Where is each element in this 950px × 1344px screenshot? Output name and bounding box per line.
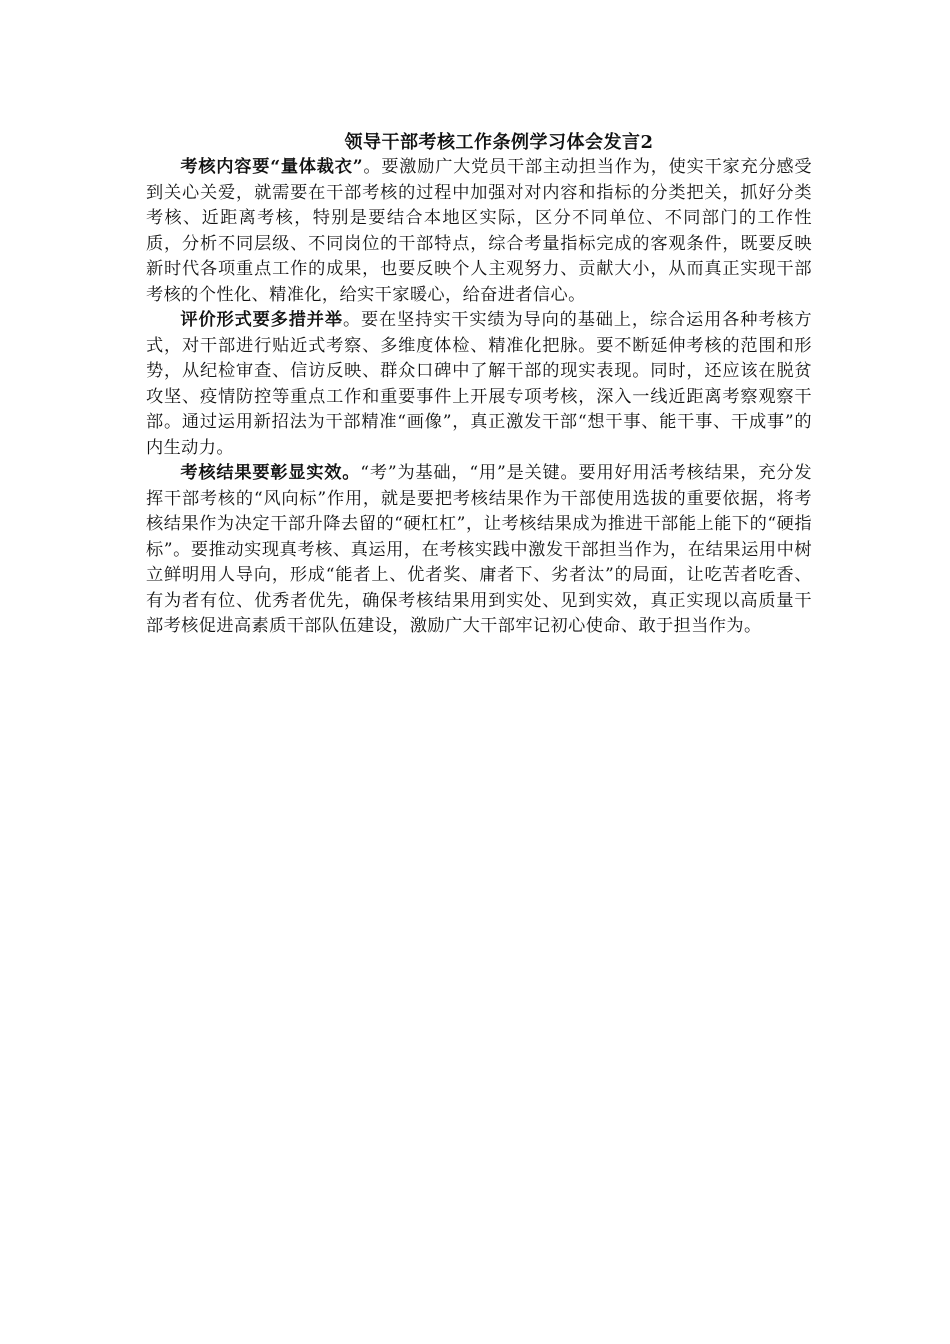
paragraph-2-text: 。要在坚持实干实绩为导向的基础上，综合运用各种考核方式，对干部进行贴近式考察、多维度体检、精准化把脉。要不断延伸考核的范围和形势，从纪检审查、信访反映、群众口碑中了解干部的现实表现。同时，还应该在脱贫攻坚、疫情防控等重点工作和重要事件上开展专项考核，深入一线近距离考察观察干部。通过运用新招法为干部精准“画像”，真正激发干部“想干事、能干事、干成事”的内生动力。 — [146, 310, 813, 458]
paragraph-3-heading: 考核结果要彰显实效。 — [180, 463, 361, 483]
paragraph-1-heading: 考核内容要“量体裁衣” — [180, 157, 363, 177]
paragraph-2-heading: 评价形式要多措并举 — [180, 310, 343, 330]
document-body — [146, 130, 812, 640]
paragraph-3 — [146, 461, 812, 640]
paragraph-1-text: 。要激励广大党员干部主动担当作为，使实干家充分感受到关心关爱，就需要在干部考核的过程中加强对对内容和指标的分类把关，抓好分类考核、近距离考核，特别是要结合本地区实际，区分不同单位、不同部门的工作性质，分析不同层级、不同岗位的干部特点，综合考量指标完成的客观条件，既要反映新时代各项重点工作的成果，也要反映个人主观努力、贡献大小，从而真正实现干部考核的个性化、精准化，给实干家暖心，给奋进者信心。 — [146, 157, 812, 305]
paragraph-3-text: “考”为基础，“用”是关键。要用好用活考核结果，充分发挥干部考核的“风向标”作用，就是要把考核结果作为干部使用选拔的重要依据，将考核结果作为决定干部升降去留的“硬杠杠”，让考核结果成为推进干部能上能下的“硬指标”。要推动实现真考核、真运用，在考核实践中激发干部担当作为，在结果运用中树立鲜明用人导向，形成“能者上、优者奖、庸者下、劣者汰”的局面，让吃苦者吃香、有为者有位、优秀者优先，确保考核结果用到实处、见到实效，真正实现以高质量干部考核促进高素质干部队伍建设，激励广大干部牢记初心使命、敢于担当作为。 — [146, 463, 812, 636]
paragraph-2 — [146, 308, 812, 461]
document-title: 领导干部考核工作条例学习体会发言2 — [344, 132, 654, 153]
paragraph-1 — [146, 155, 812, 308]
